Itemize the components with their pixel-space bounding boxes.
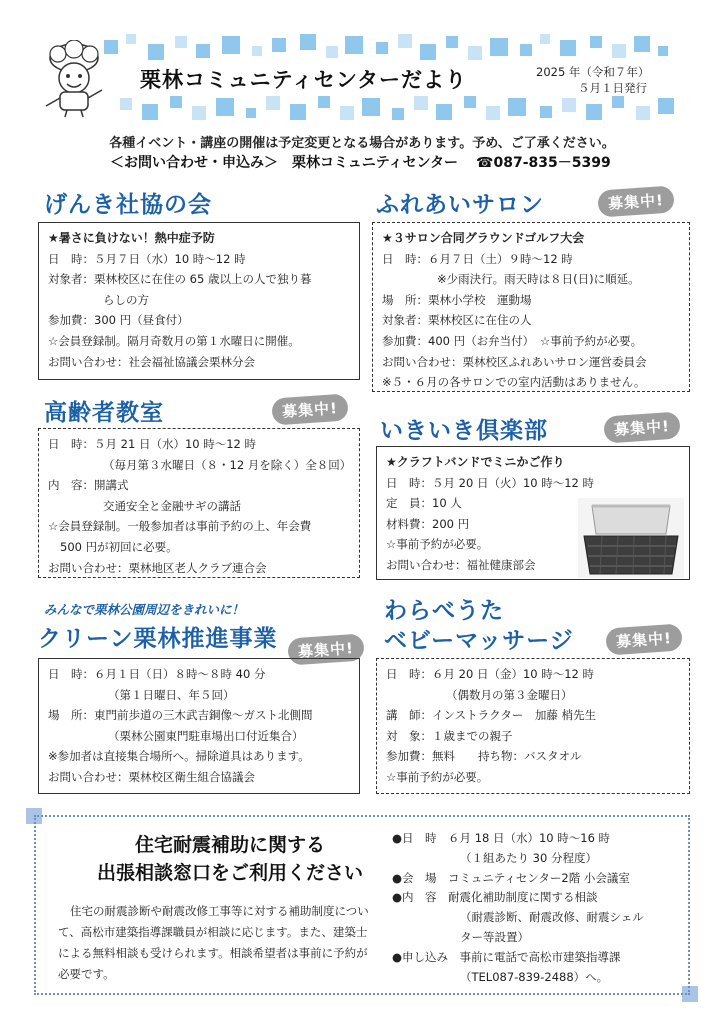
ikiiki-line: ☆事前予約が必要。 (386, 537, 489, 552)
fureai-line: ※５・６月の各サロンでの室内活動はありません。 (382, 375, 646, 390)
fureai-line: 場 所：栗林小学校 運動場 (382, 292, 532, 307)
fureai-heading: ふれあいサロン (376, 192, 544, 218)
clean-heading: クリーン栗林推進事業 (38, 626, 278, 652)
contact-line (110, 152, 611, 172)
fureai-line: 参加費：400 円（お弁当付） ☆事前予約が必要。 (382, 333, 643, 348)
genki-line: お問い合わせ：社会福祉協議会栗林分会 (48, 354, 255, 369)
koureisha-line: 交通安全と金融サギの講話 (103, 498, 241, 513)
warabe-line: 日 時：６月 20 日（金）10 時～12 時 (386, 667, 595, 681)
koureisha-box (38, 428, 360, 578)
warabe-line: ☆事前予約が必要。 (386, 769, 489, 784)
koureisha-line: ☆会員登録制。一般参加者は事前予約の上、年会費 (48, 519, 312, 534)
taishin-item: （TEL087-839-2488）へ。 (460, 969, 609, 984)
taishin-item: （耐震診断、耐震改修、耐震シェル (460, 910, 644, 925)
genki-heading: げんき社協の会 (44, 192, 212, 218)
warabe-box (376, 658, 690, 794)
taishin-section (34, 815, 690, 995)
fureai-line: 日 時：６月７日（土）９時～12 時 (382, 251, 573, 266)
fureai-line: ※少雨決行。雨天時は８日(日)に順延。 (437, 272, 640, 287)
warabe-line: 対 象：１歳までの親子 (386, 728, 513, 743)
fureai-line: 対象者：栗林校区に在住の人 (382, 313, 532, 328)
warabe-heading-2: ベビーマッサージ (384, 628, 574, 654)
koureisha-line: （毎月第３水曜日（８・12 月を除く）全８回） (103, 457, 352, 472)
genki-event-title: ★暑さに負けない！熱中症予防 (48, 231, 215, 245)
ikiiki-line: お問い合わせ：福祉健康部会 (386, 557, 536, 572)
taishin-body: 住宅の耐震診断や耐震改修工事等に対する補助制度について、高松市建築指導課職員が相談に応じます。また、建築士による無料相談も受けられます。相談希望者は事前に予約が必要です。 (58, 904, 369, 981)
ikiiki-line: 材料費：200 円 (386, 516, 470, 531)
clean-line: 場 所：東門前歩道の三木武吉銅像～ガスト北側間 (48, 708, 313, 723)
change-notice: 各種イベント・講座の開催は予定変更となる場合があります。予め、ご了承ください。 (109, 136, 615, 151)
clean-line: 日 時：６月１日（日）８時～８時 40 分 (48, 667, 266, 681)
warabe-line: 参加費：無料 持ち物：バスタオル (386, 749, 582, 764)
clean-box (38, 658, 360, 794)
clean-line: （第１日曜日、年５回） (108, 687, 235, 702)
koureisha-line: 500 円が初回に必要。 (60, 539, 178, 554)
issue-date: ５月１日発行 (578, 81, 647, 95)
recruiting-badge: 募集中! (597, 185, 675, 217)
newsletter-title: 栗林コミュニティセンターだより (140, 68, 468, 92)
ikiiki-event-title: ★クラフトバンドでミニかご作り (386, 455, 565, 469)
genki-line: 日 時：５月７日（水）10 時～12 時 (48, 251, 246, 266)
recruiting-badge: 募集中! (603, 411, 681, 443)
genki-line: らしの方 (103, 292, 149, 307)
koureisha-heading: 高齢者教室 (44, 400, 164, 426)
koureisha-line: 日 時：５月 21 日（水）10 時～12 時 (48, 437, 257, 451)
warabe-line: （偶数月の第３金曜日） (446, 687, 573, 702)
clean-line: ※参加者は直接集合場所へ。掃除道具はあります。 (48, 749, 310, 764)
taishin-item: ●日 時 ６月 18 日（水）10 時～16 時 (392, 831, 611, 845)
koureisha-line: お問い合わせ：栗林地区老人クラブ連合会 (48, 560, 267, 575)
recruiting-badge: 募集中! (605, 623, 683, 655)
fureai-box (372, 222, 690, 392)
taishin-item: ●内 容 耐震化補助制度に関する相談 (392, 890, 598, 905)
ikiiki-heading: いきいき倶楽部 (380, 418, 548, 444)
taishin-title (80, 831, 380, 887)
clean-line: お問い合わせ：栗林校区衛生組合協議会 (48, 769, 255, 784)
taishin-item: （１組あたり 30 分程度） (460, 850, 597, 865)
issue-year: 2025 年（令和７年） (536, 65, 650, 79)
taishin-item: ター等設置） (460, 929, 529, 944)
contact-phone: ☎087-835－5399 (476, 155, 611, 171)
genki-box (38, 222, 360, 380)
taishin-title-line1: 住宅耐震補助に関する (134, 834, 325, 856)
recruiting-badge: 募集中! (287, 633, 365, 665)
ikiiki-line: 定 員：10 人 (386, 496, 462, 511)
recruiting-badge: 募集中! (271, 393, 349, 425)
fureai-line: お問い合わせ：栗林校区ふれあいサロン運営委員会 (382, 354, 647, 369)
genki-line: ☆会員登録制。隔月奇数月の第１水曜日に開催。 (48, 333, 300, 348)
genki-line: 参加費：300 円（昼食付） (48, 313, 189, 328)
ikiiki-line: 日 時：５月 20 日（火）10 時～12 時 (386, 475, 595, 490)
taishin-item: ●会 場 コミュニティセンター2階 小会議室 (392, 870, 630, 885)
genki-line: 対象者：栗林校区に在住の 65 歳以上の人で独り暮 (48, 272, 312, 287)
koureisha-line: 内 容：開講式 (48, 478, 129, 493)
fureai-event-title: ★３サロン合同グラウンドゴルフ大会 (382, 231, 585, 245)
taishin-title-line2: 出張相談窓口をご利用ください (96, 862, 363, 884)
taishin-details (392, 829, 692, 987)
warabe-heading-1: わらべうた (384, 598, 504, 624)
chef-mascot-icon (40, 40, 112, 118)
warabe-line: 講 師：インストラクター 加藤 梢先生 (386, 708, 597, 723)
contact-label: ＜お問い合わせ・申込み＞ 栗林コミュニティセンター (110, 155, 459, 171)
taishin-item: ●申し込み 事前に電話で高松市建築指導課 (392, 949, 621, 964)
craft-basket-photo (578, 498, 684, 578)
clean-line: （栗林公園東門駐車場出口付近集合） (108, 728, 304, 743)
clean-subheading: みんなで栗林公園周辺をきれいに！ (44, 602, 245, 617)
